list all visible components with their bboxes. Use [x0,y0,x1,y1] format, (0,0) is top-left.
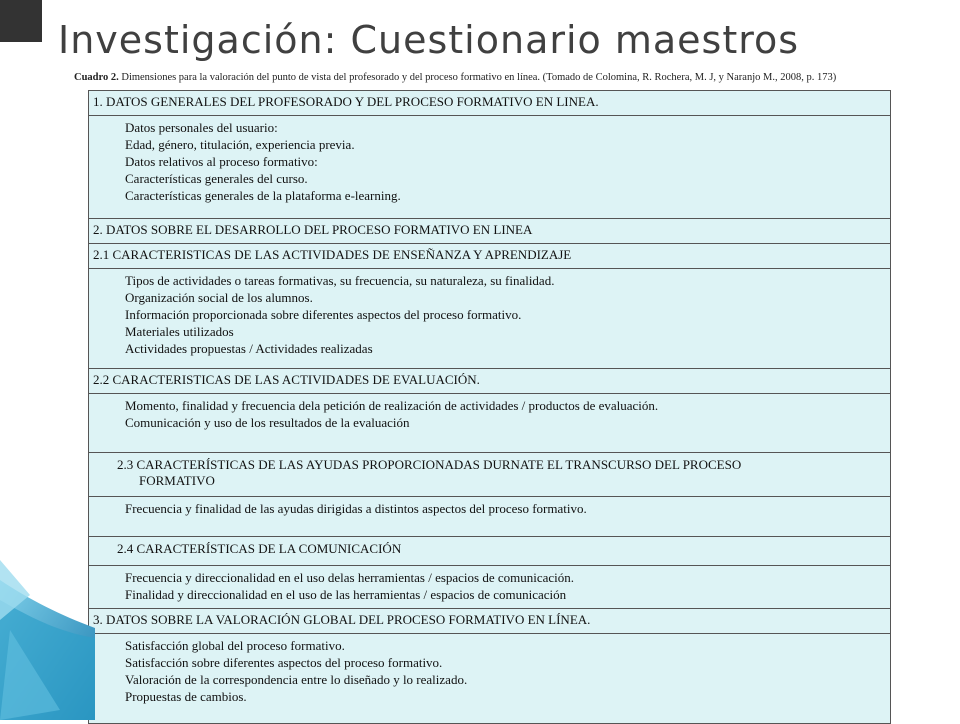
list-item [95,586,890,603]
table-caption [74,72,836,83]
list-item [95,688,890,705]
wave-decoration-icon [0,560,95,720]
list-item-text: Materiales utilizados [125,324,234,339]
list-item-text: Datos personales del usuario: [125,120,278,135]
section-2-4-list [89,566,890,609]
list-item [95,637,890,654]
section-2-3-list [89,497,890,537]
list-item [95,654,890,671]
list-item [95,671,890,688]
section-3-list [89,634,890,724]
dimensions-table [88,90,891,724]
list-item [95,500,890,517]
section-2-2-list [89,394,890,453]
list-item [95,170,890,187]
section-2-2-header: 2.2 CARACTERISTICAS DE LAS ACTIVIDADES DE EVALUACIÓN. [89,369,890,394]
list-item [95,414,890,431]
list-item-text: Comunicación y uso de los resultados de la evaluación [125,415,410,430]
list-item-text: Datos relativos al proceso formativo: [125,154,318,169]
section-2-3-title-line-2: FORMATIVO [139,473,215,488]
slide-bullet-icon [0,0,42,42]
list-item-text: Frecuencia y direccionalidad en el uso delas herramientas / espacios de comunicación. [125,570,575,585]
list-item-text: Información proporcionada sobre diferentes aspectos del proceso formativo. [125,307,522,322]
list-item-text: Actividades propuestas / Actividades realizadas [125,341,373,356]
list-item [95,397,890,414]
list-item [95,153,890,170]
section-2-3-title-line-1: 2.3 CARACTERÍSTICAS DE LAS AYUDAS PROPORCIONADAS DURNATE EL TRANSCURSO DEL PROCESO [117,457,742,472]
section-2-3-header [89,453,890,497]
list-item [95,119,890,136]
list-item [95,136,890,153]
list-item-text: Valoración de la correspondencia entre lo diseñado y lo realizado. [125,672,468,687]
list-item-text: Características generales del curso. [125,171,308,186]
slide-title: Investigación: Cuestionario maestros [58,18,800,62]
list-item-text: Finalidad y direccionalidad en el uso de las herramientas / espacios de comunicación [125,587,567,602]
section-3-header: 3. DATOS SOBRE LA VALORACIÓN GLOBAL DEL PROCESO FORMATIVO EN LÍNEA. [89,609,890,634]
section-2-1-header: 2.1 CARACTERISTICAS DE LAS ACTIVIDADES DE ENSEÑANZA Y APRENDIZAJE [89,244,890,269]
list-item-text: Organización social de los alumnos. [125,290,313,305]
list-item [95,306,890,323]
list-item-text: Propuestas de cambios. [125,689,247,704]
list-item-text: Frecuencia y finalidad de las ayudas dirigidas a distintos aspectos del proceso formativo. [125,501,587,516]
list-item-text: Edad, género, titulación, experiencia previa. [125,137,355,152]
list-item [95,187,890,204]
list-item [95,323,890,340]
list-item [95,569,890,586]
caption-label: Cuadro 2. [74,72,119,83]
section-2-1-list [89,269,890,369]
section-2-header: 2. DATOS SOBRE EL DESARROLLO DEL PROCESO FORMATIVO EN LINEA [89,219,890,244]
caption-text: Dimensiones para la valoración del punto de vista del profesorado y del proceso formativo en línea. (Tomado de Colomina, R. Rochera, M. J, y Naranjo M., 2008, p. 173) [118,72,837,83]
section-2-4-header: 2.4 CARACTERÍSTICAS DE LA COMUNICACIÓN [89,537,890,566]
list-item [95,340,890,357]
list-item [95,289,890,306]
list-item-text: Satisfacción sobre diferentes aspectos del proceso formativo. [125,655,443,670]
list-item [95,272,890,289]
list-item-text: Tipos de actividades o tareas formativas, su frecuencia, su naturaleza, su finalidad. [125,273,555,288]
list-item-text: Momento, finalidad y frecuencia dela petición de realización de actividades / productos de evaluación. [125,398,659,413]
list-item-text: Características generales de la plataforma e-learning. [125,188,401,203]
section-1-list [89,116,890,219]
list-item-text: Satisfacción global del proceso formativo. [125,638,345,653]
section-1-header: 1. DATOS GENERALES DEL PROFESORADO Y DEL PROCESO FORMATIVO EN LINEA. [89,91,890,116]
